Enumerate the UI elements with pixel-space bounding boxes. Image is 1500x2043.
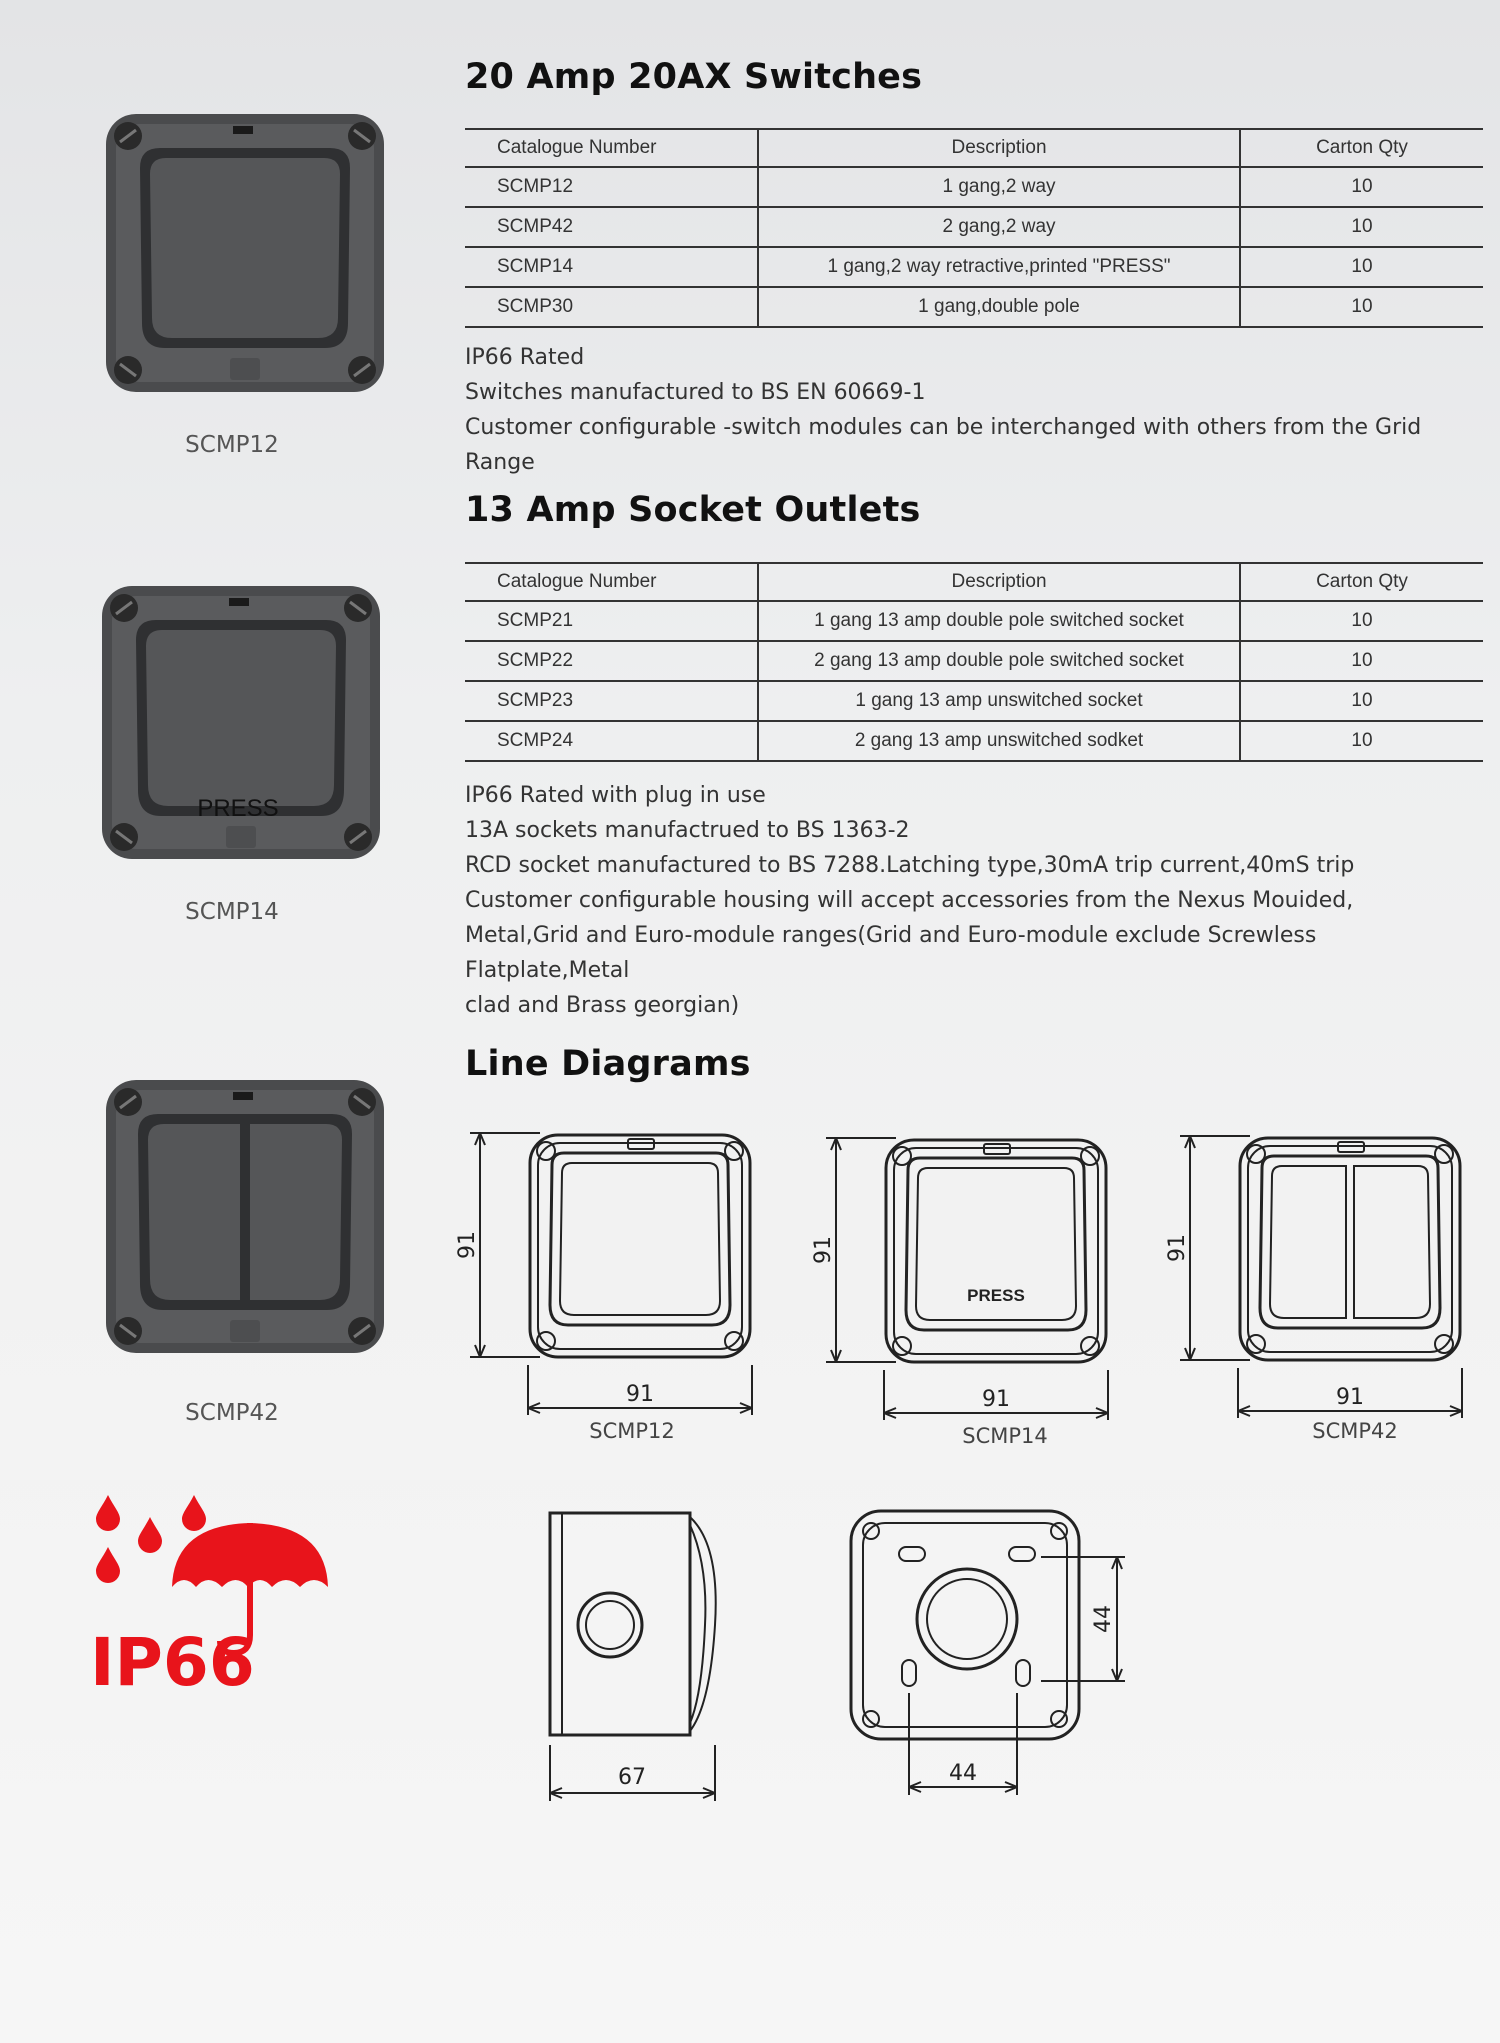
press-label: PRESS <box>967 1286 1025 1305</box>
table-row <box>465 167 1483 207</box>
table-row <box>465 681 1483 721</box>
width-dimension: 91 <box>1336 1385 1364 1410</box>
product-caption-scmp42: SCMP42 <box>185 1400 279 1426</box>
column-header: Carton Qty <box>1240 563 1483 601</box>
description: 1 gang,double pole <box>758 287 1240 327</box>
carton-qty: 10 <box>1240 681 1483 721</box>
product-photo-scmp42 <box>100 1074 390 1359</box>
press-label: PRESS <box>197 795 279 822</box>
ip66-badge <box>90 1495 340 1695</box>
line-diagrams-title: Line Diagrams <box>465 1044 751 1084</box>
table-row <box>465 207 1483 247</box>
carton-qty: 10 <box>1240 641 1483 681</box>
catalogue-number: SCMP30 <box>465 287 758 327</box>
catalogue-number: SCMP21 <box>465 601 758 641</box>
product-photo-scmp12 <box>100 108 390 398</box>
switches-notes <box>465 340 1485 480</box>
horizontal-hole-spacing: 44 <box>949 1761 977 1786</box>
product-caption-scmp12: SCMP12 <box>185 432 279 458</box>
note-line: IP66 Rated with plug in use <box>465 783 766 808</box>
switches-table <box>465 128 1483 328</box>
description: 2 gang,2 way <box>758 207 1240 247</box>
catalogue-number: SCMP12 <box>465 167 758 207</box>
column-header: Catalogue Number <box>465 563 758 601</box>
note-line: Customer configurable -switch modules can be interchanged with others from the Grid Range <box>465 415 1422 475</box>
vertical-hole-spacing: 44 <box>1091 1605 1116 1633</box>
width-dimension: 91 <box>982 1387 1010 1412</box>
column-header: Description <box>758 563 1240 601</box>
table-row <box>465 247 1483 287</box>
product-photo-scmp14 <box>96 580 386 865</box>
table-row <box>465 287 1483 327</box>
depth-dimension: 67 <box>618 1765 646 1790</box>
description: 1 gang,2 way <box>758 167 1240 207</box>
carton-qty: 10 <box>1240 721 1483 761</box>
carton-qty: 10 <box>1240 601 1483 641</box>
column-header: Catalogue Number <box>465 129 758 167</box>
sockets-notes <box>465 778 1485 1023</box>
carton-qty: 10 <box>1240 287 1483 327</box>
switches-title: 20 Amp 20AX Switches <box>465 57 923 97</box>
height-dimension: 91 <box>455 1231 480 1259</box>
description: 1 gang 13 amp unswitched socket <box>758 681 1240 721</box>
catalogue-number: SCMP14 <box>465 247 758 287</box>
table-row <box>465 641 1483 681</box>
line-diagram-scmp14 <box>806 1130 1126 1420</box>
catalogue-number: SCMP23 <box>465 681 758 721</box>
table-header-row <box>465 563 1483 601</box>
note-line: RCD socket manufactured to BS 7288.Latching type,30mA trip current,40mS trip <box>465 853 1355 878</box>
catalogue-number: SCMP42 <box>465 207 758 247</box>
note-line: 13A sockets manufactrued to BS 1363-2 <box>465 818 910 843</box>
description: 1 gang,2 way retractive,printed "PRESS" <box>758 247 1240 287</box>
note-line: Customer configurable housing will accept accessories from the Nexus Mouided, <box>465 888 1354 913</box>
column-header: Carton Qty <box>1240 129 1483 167</box>
sockets-title: 13 Amp Socket Outlets <box>465 490 921 530</box>
line-diagram-scmp12 <box>450 1125 770 1415</box>
diagram-caption-scmp14: SCMP14 <box>962 1424 1048 1448</box>
diagram-caption-scmp42: SCMP42 <box>1312 1419 1398 1443</box>
table-row <box>465 601 1483 641</box>
ip66-label: IP66 <box>90 1624 255 1695</box>
note-line: clad and Brass georgian) <box>465 993 740 1018</box>
height-dimension: 91 <box>811 1236 836 1264</box>
line-diagram-scmp42 <box>1160 1128 1480 1418</box>
description: 1 gang 13 amp double pole switched socket <box>758 601 1240 641</box>
table-header-row <box>465 129 1483 167</box>
carton-qty: 10 <box>1240 167 1483 207</box>
column-header: Description <box>758 129 1240 167</box>
height-dimension: 91 <box>1165 1234 1190 1262</box>
note-line: Metal,Grid and Euro-module ranges(Grid and Euro-module exclude Screwless Flatplate,Metal <box>465 923 1317 983</box>
carton-qty: 10 <box>1240 247 1483 287</box>
description: 2 gang 13 amp double pole switched socket <box>758 641 1240 681</box>
diagram-caption-scmp12: SCMP12 <box>589 1419 675 1443</box>
back-view-diagram <box>845 1505 1135 1805</box>
note-line: Switches manufactured to BS EN 60669-1 <box>465 380 926 405</box>
product-caption-scmp14: SCMP14 <box>185 899 279 925</box>
note-line: IP66 Rated <box>465 345 585 370</box>
catalogue-number: SCMP22 <box>465 641 758 681</box>
side-view-diagram <box>540 1505 740 1805</box>
table-row <box>465 721 1483 761</box>
sockets-table <box>465 562 1483 762</box>
catalogue-number: SCMP24 <box>465 721 758 761</box>
width-dimension: 91 <box>626 1382 654 1407</box>
carton-qty: 10 <box>1240 207 1483 247</box>
description: 2 gang 13 amp unswitched sodket <box>758 721 1240 761</box>
